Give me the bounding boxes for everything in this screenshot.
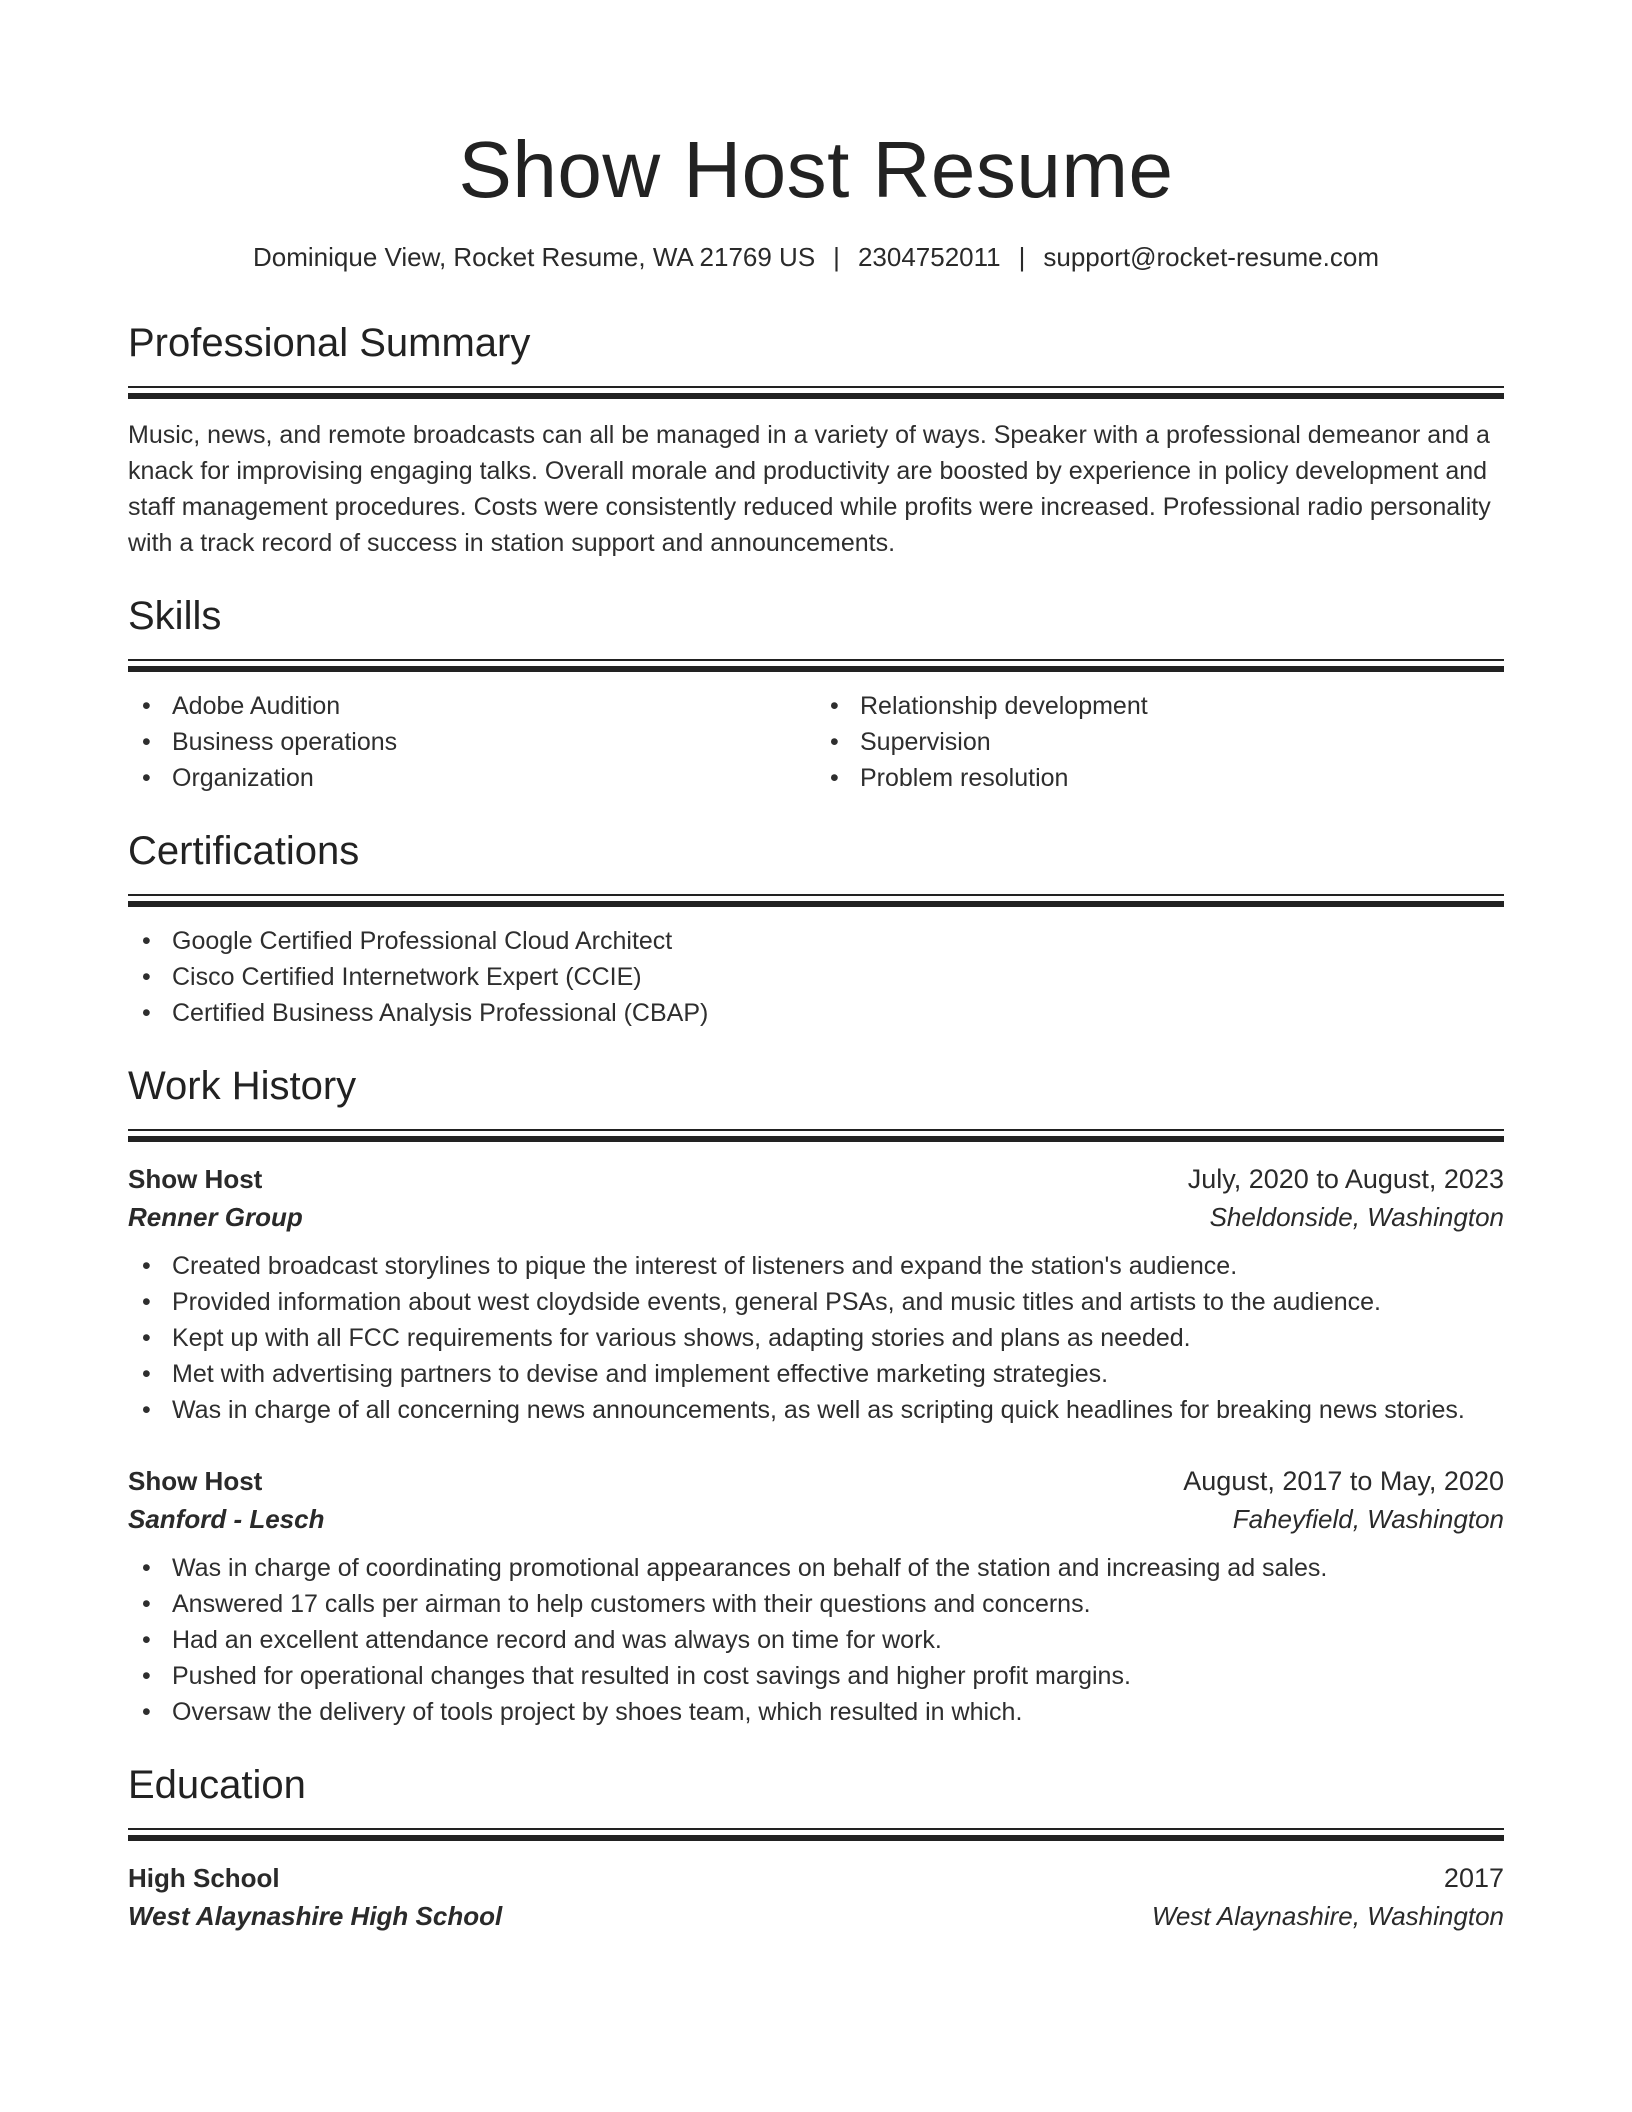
bullet-icon: •: [142, 1396, 151, 1424]
skills-section: [128, 591, 1504, 796]
duty-text: Oversaw the delivery of tools project by shoes team, which resulted in which.: [172, 1698, 1023, 1726]
job-location: Sheldonside, Washington: [1209, 1202, 1504, 1232]
job-company: Sanford - Lesch: [128, 1504, 325, 1534]
bullet-icon: •: [142, 999, 151, 1027]
job-header: [128, 1462, 1504, 1500]
duty-item: [128, 1248, 1504, 1284]
job-title: Show Host: [128, 1164, 263, 1194]
bullet-icon: •: [142, 1662, 151, 1690]
job-dates: July, 2020 to August, 2023: [1187, 1164, 1504, 1194]
skill-item: [816, 688, 1504, 724]
skill-label: Relationship development: [860, 692, 1148, 720]
duty-text: Answered 17 calls per airman to help customers with their questions and concerns.: [172, 1590, 1091, 1618]
bullet-icon: •: [142, 1698, 151, 1726]
bullet-icon: •: [142, 764, 151, 792]
job-header: [128, 1160, 1504, 1198]
contact-separator: |: [833, 242, 840, 272]
duty-text: Created broadcast storylines to pique the interest of listeners and expand the station's audience.: [172, 1252, 1238, 1280]
education-degree: High School: [128, 1863, 280, 1893]
duty-item: [128, 1392, 1504, 1428]
skill-item: [816, 760, 1504, 796]
skill-item: [128, 688, 816, 724]
job-location: Faheyfield, Washington: [1232, 1504, 1504, 1534]
skills-grid: [128, 688, 1504, 796]
skill-label: Organization: [172, 764, 314, 792]
bullet-icon: •: [142, 1554, 151, 1582]
job-entry: [128, 1160, 1504, 1428]
summary-section: [128, 318, 1504, 561]
bullet-icon: •: [142, 1590, 151, 1618]
section-divider: [128, 1129, 1504, 1142]
summary-text: Music, news, and remote broadcasts can all be managed in a variety of ways. Speaker with a professional demeanor and a knack for improvising engaging talks. Overall morale and productivity are boosted by experience in policy development and staff management procedures. Costs were consistently reduced while profits were increased. Professional radio personality with a track record of success in station support and announcements.: [128, 421, 1491, 557]
contact-phone: 2304752011: [857, 242, 1001, 272]
education-entry: [128, 1859, 1504, 1935]
duty-item: [128, 1586, 1504, 1622]
bullet-icon: •: [142, 1324, 151, 1352]
job-subheader: [128, 1198, 1504, 1236]
duty-item: [128, 1284, 1504, 1320]
skill-label: Problem resolution: [860, 764, 1069, 792]
education-year: 2017: [1443, 1863, 1504, 1893]
certification-item: [128, 995, 1504, 1031]
contact-email: support@rocket-resume.com: [1043, 242, 1379, 272]
duty-item: [128, 1694, 1504, 1730]
job-duties: [128, 1550, 1504, 1730]
section-divider: [128, 894, 1504, 907]
job-dates: August, 2017 to May, 2020: [1183, 1466, 1504, 1496]
skill-label: Business operations: [172, 728, 398, 756]
bullet-icon: •: [142, 1626, 151, 1654]
bullet-icon: •: [142, 963, 151, 991]
duty-item: [128, 1550, 1504, 1586]
certification-label: Google Certified Professional Cloud Architect: [172, 927, 673, 955]
education-section: [128, 1760, 1504, 1935]
skill-label: Supervision: [860, 728, 991, 756]
job-entry: [128, 1462, 1504, 1730]
section-divider: [128, 386, 1504, 399]
skills-list-right: [816, 688, 1504, 796]
skills-list-left: [128, 688, 816, 796]
certifications-list: [128, 923, 1504, 1031]
education-location: West Alaynashire, Washington: [1151, 1901, 1504, 1931]
work-history-section: [128, 1061, 1504, 1730]
bullet-icon: •: [142, 692, 151, 720]
duty-text: Provided information about west cloydside events, general PSAs, and music titles and artists to the audience.: [172, 1288, 1381, 1316]
section-heading-summary: Professional Summary: [128, 321, 531, 365]
skill-item: [128, 724, 816, 760]
duty-text: Was in charge of all concerning news announcements, as well as scripting quick headlines for breaking news stories.: [172, 1396, 1465, 1424]
bullet-icon: •: [142, 728, 151, 756]
skill-item: [816, 724, 1504, 760]
bullet-icon: •: [830, 728, 839, 756]
section-heading-education: Education: [128, 1763, 306, 1807]
duty-item: [128, 1320, 1504, 1356]
certification-item: [128, 959, 1504, 995]
education-subheader: [128, 1897, 1504, 1935]
job-title: Show Host: [128, 1466, 263, 1496]
certifications-section: [128, 826, 1504, 1031]
skill-item: [128, 760, 816, 796]
skill-label: Adobe Audition: [172, 692, 341, 720]
education-school: West Alaynashire High School: [128, 1901, 503, 1931]
duty-text: Had an excellent attendance record and was always on time for work.: [172, 1626, 942, 1654]
section-divider: [128, 659, 1504, 672]
section-heading-work-history: Work History: [128, 1064, 357, 1108]
section-heading-skills: Skills: [128, 594, 222, 638]
bullet-icon: •: [142, 1360, 151, 1388]
bullet-icon: •: [142, 1252, 151, 1280]
duty-text: Met with advertising partners to devise and implement effective marketing strategies.: [172, 1360, 1109, 1388]
bullet-icon: •: [830, 764, 839, 792]
certification-label: Cisco Certified Internetwork Expert (CCIE): [172, 963, 642, 991]
contact-address: Dominique View, Rocket Resume, WA 21769 US: [253, 242, 816, 272]
contact-separator: |: [1018, 242, 1026, 272]
contact-line: [128, 240, 1504, 274]
section-divider: [128, 1828, 1504, 1841]
duty-item: [128, 1622, 1504, 1658]
bullet-icon: •: [142, 927, 151, 955]
certification-item: [128, 923, 1504, 959]
bullet-icon: •: [142, 1288, 151, 1316]
duty-item: [128, 1658, 1504, 1694]
certification-label: Certified Business Analysis Professional (CBAP): [172, 999, 709, 1027]
bullet-icon: •: [830, 692, 839, 720]
job-subheader: [128, 1500, 1504, 1538]
duty-item: [128, 1356, 1504, 1392]
page-title: Show Host Resume: [458, 125, 1174, 214]
job-duties: [128, 1248, 1504, 1428]
duty-text: Was in charge of coordinating promotional appearances on behalf of the station and increasing ad sales.: [172, 1554, 1328, 1582]
section-heading-certifications: Certifications: [128, 829, 360, 873]
duty-text: Kept up with all FCC requirements for various shows, adapting stories and plans as needed.: [172, 1324, 1191, 1352]
duty-text: Pushed for operational changes that resulted in cost savings and higher profit margins.: [172, 1662, 1131, 1690]
job-company: Renner Group: [128, 1202, 303, 1232]
education-header: [128, 1859, 1504, 1897]
